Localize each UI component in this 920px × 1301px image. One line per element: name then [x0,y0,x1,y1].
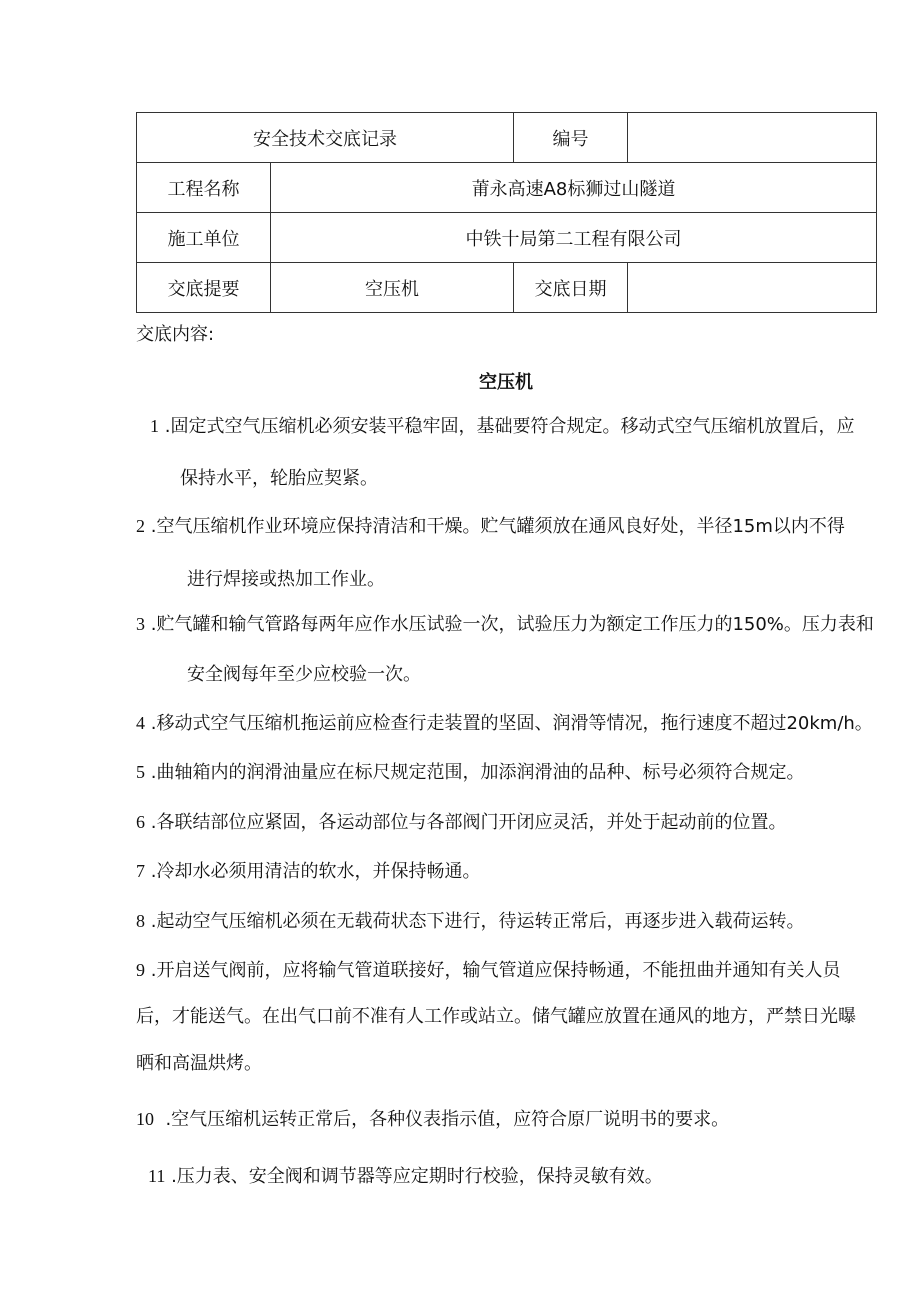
header-table [136,112,877,313]
item-number: 8 [136,911,145,931]
item-number: 1 [150,416,159,436]
doc-title: 空压机 [479,372,533,393]
list-item [136,500,845,553]
item-number: 7 [136,861,145,881]
list-item [148,1150,663,1203]
item-text: .移动式空气压缩机拖运前应检查行走装置的坚固、润滑等情况，拖行速度不超过20km/h。 [150,713,873,734]
project-label-cell: 工程名称 [137,163,271,213]
item-text: .压力表、安全阀和调节器等应定期时行校验，保持灵敏有效。 [171,1166,663,1187]
table-row [137,213,877,263]
item-number: 5 [136,762,145,782]
list-item-continuation: 保持水平，轮胎应契紧。 [180,468,378,489]
list-item [136,697,873,750]
number-value-cell [628,113,877,163]
unit-value-cell: 中铁十局第二工程有限公司 [271,213,877,263]
list-item [136,796,786,849]
item-number: 6 [136,812,145,832]
item-text: .各联结部位应紧固，各运动部位与各部阀门开闭应灵活，并处于起动前的位置。 [150,812,787,833]
table-row [137,263,877,313]
item-text: .空气压缩机运转正常后，各种仪表指示值，应符合原厂说明书的要求。 [165,1109,730,1130]
item-number: 9 [136,960,145,980]
list-item-continuation: 进行焊接或热加工作业。 [187,569,385,590]
list-item [136,845,480,898]
list-item [136,746,804,799]
unit-label-cell: 施工单位 [137,213,271,263]
item-number: 2 [136,516,145,536]
list-item [136,895,804,948]
item-number: 3 [136,614,145,634]
item-number: 10 [136,1109,154,1129]
date-label-cell: 交底日期 [514,263,628,313]
item-text: .贮气罐和输气管路每两年应作水压试验一次，试验压力为额定工作压力的150%。压力表和 [150,614,874,635]
list-item-continuation: 安全阀每年至少应校验一次。 [187,664,421,685]
list-item-continuation: 晒和高温烘烤。 [136,1053,262,1074]
project-value-cell: 莆永高速A8标狮过山隧道 [271,163,877,213]
item-number: 4 [136,713,145,733]
item-text: .冷却水必须用清洁的软水，并保持畅通。 [150,861,481,882]
number-label-cell: 编号 [514,113,628,163]
list-item [150,400,854,453]
item-text: .开启送气阀前，应将输气管道联接好，输气管道应保持畅通，不能扭曲并通知有关人员 [150,960,841,981]
item-text: .曲轴箱内的润滑油量应在标尺规定范围，加添润滑油的品种、标号必须符合规定。 [150,762,805,783]
table-row [137,113,877,163]
item-text: .空气压缩机作业环境应保持清洁和干燥。贮气罐须放在通风良好处，半径15m以内不得 [150,516,845,537]
date-value-cell [628,263,877,313]
list-item-continuation: 后，才能送气。在出气口前不准有人工作或站立。储气罐应放置在通风的地方，严禁日光曝 [136,1006,856,1027]
list-item [136,1093,729,1146]
item-text: .起动空气压缩机必须在无载荷状态下进行，待运转正常后，再逐步进入载荷运转。 [150,911,805,932]
record-title-cell: 安全技术交底记录 [137,113,514,163]
table-row [137,163,877,213]
item-text: .固定式空气压缩机必须安装平稳牢固，基础要符合规定。移动式空气压缩机放置后，应 [164,416,855,437]
summary-label-cell: 交底提要 [137,263,271,313]
content-label: 交底内容: [136,324,215,345]
summary-value-cell: 空压机 [271,263,514,313]
list-item [136,598,874,651]
item-number: 11 [148,1166,166,1186]
